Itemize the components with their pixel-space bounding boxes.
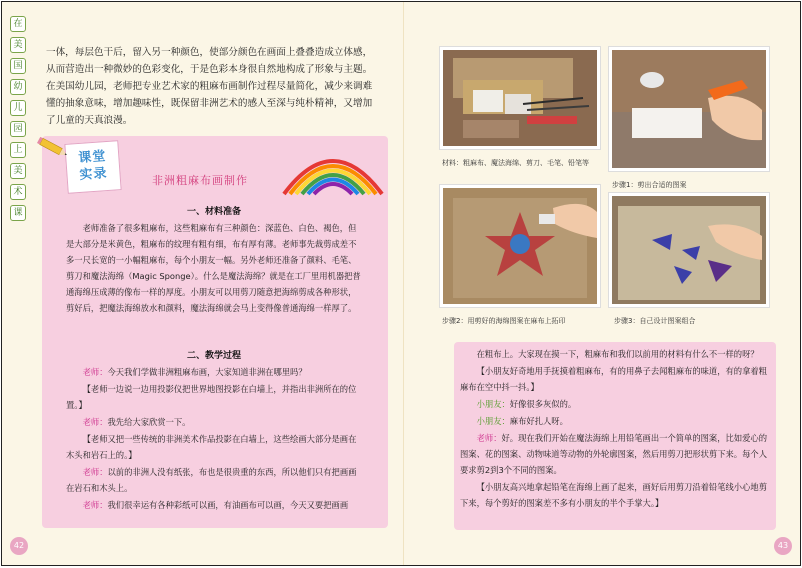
dialogue-list	[66, 364, 362, 513]
dialogue-line	[460, 346, 772, 362]
caption-step2: 步骤2：用剪好的海绵图案在麻布上拓印	[442, 317, 566, 325]
section-materials	[66, 204, 362, 316]
sidebar-char: 上	[10, 142, 26, 158]
sidebar-char: 在	[10, 16, 26, 32]
photo-step2	[439, 184, 601, 308]
rainbow-icon	[278, 138, 388, 198]
caption-step3: 步骤3：自己设计图案组合	[614, 317, 696, 325]
dialogue-text: 【小朋友高兴地拿起铅笔在海绵上画了起来，画好后用剪刀沿着铅笔线小心地剪下来，每个剪好的图案差不多有小朋友的半个手掌大。】	[460, 482, 767, 508]
caption-materials: 材料：粗麻布、魔法海绵、剪刀、毛笔、铅笔等	[442, 159, 589, 167]
card-label-line1: 课堂	[77, 149, 107, 166]
book-spread	[1, 1, 801, 566]
card-label-line2: 实录	[79, 166, 109, 183]
sidebar-char: 美	[10, 163, 26, 179]
dialogue-text: 以前的非洲人没有纸张，布也是很贵重的东西，所以他们只有把画画在岩石和木头上。	[66, 467, 357, 493]
dialogue-line	[460, 396, 772, 412]
page-number-right: 43	[774, 537, 792, 555]
sidebar-char: 术	[10, 184, 26, 200]
vertical-sidebar	[10, 16, 26, 226]
photo-step1-image	[612, 50, 766, 168]
section1-heading: 一、材料准备	[186, 207, 241, 217]
photo-step3-image	[612, 196, 766, 304]
dialogue-text: 好像很多灰似的。	[509, 399, 577, 409]
dialogue-line	[66, 497, 362, 513]
dialogue-line	[460, 479, 772, 511]
sidebar-char: 课	[10, 205, 26, 221]
speaker-label: 老师：	[82, 500, 108, 510]
dialogue-text: 在粗布上。大家现在摸一下，粗麻布和我们以前用的材料有什么不一样的呀？	[476, 349, 759, 359]
dialogue-text: 我先给大家欣赏一下。	[107, 417, 191, 427]
pencil-icon	[36, 134, 70, 160]
photo-step3	[608, 192, 770, 308]
sidebar-char: 国	[10, 58, 26, 74]
photo-materials-image	[443, 50, 597, 146]
section1-paragraph: 老师准备了很多粗麻布，这些粗麻布有三种颜色：深蓝色、白色、褐色，但是大部分是米黄色，粗麻布的纹理有粗有细，布有厚有薄。老师事先裁剪成差不多一尺长宽的一小幅粗麻布，每个小朋友一幅。另外老师还准备了颜料、毛笔、剪刀和魔法海绵（Magic Sponge）。什么是魔法海绵？就是在工厂里用机器把普通海绵压成薄的像布一样的厚度。小朋友可以用剪刀随意把海绵剪成各种形状，剪好后，把魔法海绵放水和颜料，魔法海绵就会马上变得像普通海绵一样厚了。	[66, 223, 361, 313]
sidebar-char: 幼	[10, 79, 26, 95]
dialogue-text: 今天我们学做非洲粗麻布画，大家知道非洲在哪里吗？	[107, 367, 307, 377]
dialogue-line	[460, 413, 772, 429]
speaker-label: 小朋友：	[476, 416, 510, 426]
lesson-card	[64, 140, 121, 194]
speaker-label: 老师：	[476, 433, 502, 443]
dialogue-line	[66, 431, 362, 463]
speaker-label: 老师：	[82, 417, 108, 427]
page-number-left: 42	[10, 537, 28, 555]
intro-paragraph: 一体，每层色干后，留入另一种颜色，使部分颜色在画面上叠叠造成立体感，从而营造出一种微妙的色彩变化，于是色彩本身很自然地构成了形象与主题。在美国幼儿园，老师把专业艺术家的粗麻布画制作过程尽量简化，减少来调难懂的抽象意味，增加趣味性，既保留非洲艺术的感人至深与纯朴精神，又增加了儿童的天真浪漫。	[46, 47, 373, 126]
section2-heading: 二、教学过程	[186, 351, 241, 361]
dialogue-line	[66, 414, 362, 430]
continuation-list	[460, 346, 772, 511]
dialogue-line	[460, 363, 772, 395]
dialogue-text: 麻布好扎人呀。	[509, 416, 568, 426]
dialogue-text: 我们很幸运有各种彩纸可以画，有油画布可以画，今天又要把画画	[107, 500, 349, 510]
sidebar-char: 儿	[10, 100, 26, 116]
dialogue-line	[66, 464, 362, 496]
dialogue-text: 【老师又把一些传统的非洲美术作品投影在白墙上，这些绘画大部分是画在木头和岩石上的。】	[66, 434, 357, 460]
speaker-label: 小朋友：	[476, 399, 510, 409]
continuation-text	[460, 346, 772, 512]
section-process	[66, 348, 362, 514]
photo-step2-image	[443, 188, 597, 304]
dialogue-text: 好。现在我们开始在魔法海绵上用铅笔画出一个简单的图案，比如爱心的图案、花的图案、动物味道等动物的外轮廓图案，然后用剪刀把形状剪下来。每个人要求剪2到3个不同的图案。	[460, 433, 768, 475]
dialogue-line	[460, 430, 772, 478]
lesson-title: 非洲粗麻布画制作	[152, 174, 248, 187]
binding-line	[403, 2, 404, 565]
sidebar-char: 园	[10, 121, 26, 137]
caption-step1: 步骤1：剪出合适的图案	[612, 181, 687, 189]
dialogue-text: 【小朋友好奇地用手抚摸着粗麻布，有的用鼻子去闻粗麻布的味道，有的拿着粗麻布在空中抖一抖。】	[460, 366, 767, 392]
sidebar-char: 美	[10, 37, 26, 53]
speaker-label: 老师：	[82, 367, 108, 377]
dialogue-line	[66, 364, 362, 380]
dialogue-text: 【老师一边说一边用投影仪把世界地图投影在白墙上，并指出非洲所在的位置。】	[66, 384, 357, 410]
photo-materials	[439, 46, 601, 150]
photo-step1	[608, 46, 770, 172]
dialogue-line	[66, 381, 362, 413]
speaker-label: 老师：	[82, 467, 108, 477]
